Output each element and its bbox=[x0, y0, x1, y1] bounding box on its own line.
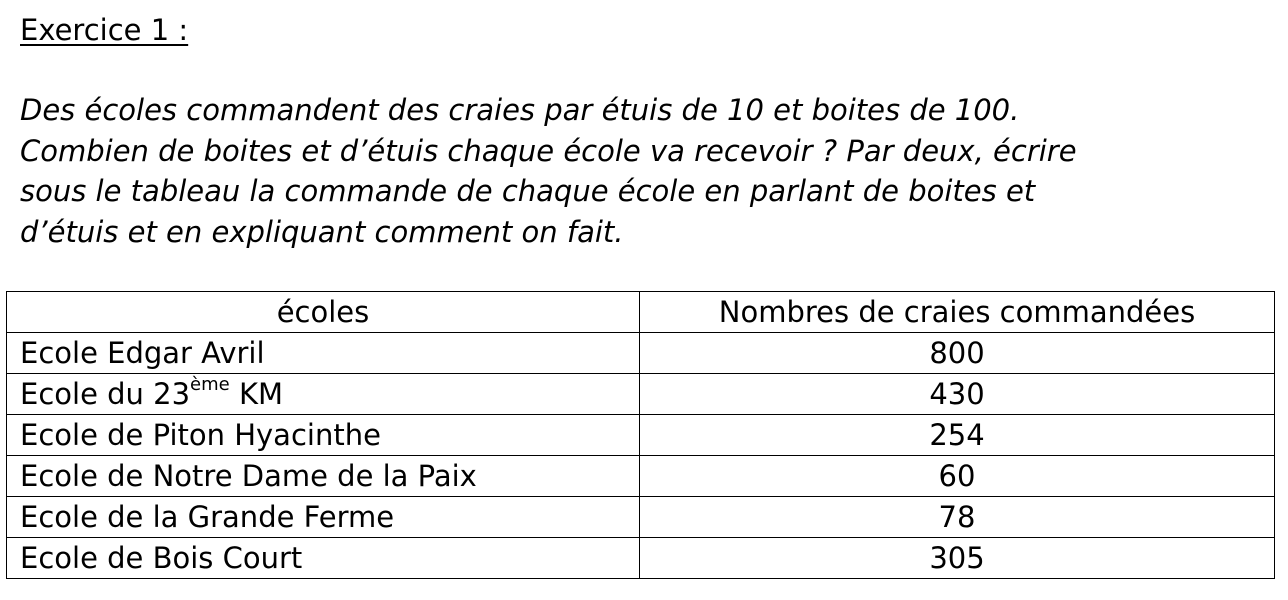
instruction-line: Combien de boites et d’étuis chaque école va recevoir ? Par deux, écrire bbox=[20, 133, 1077, 168]
chalk-count-cell: 305 bbox=[640, 538, 1275, 579]
chalk-count-cell: 254 bbox=[640, 415, 1275, 456]
school-name-cell: Ecole Edgar Avril bbox=[7, 333, 640, 374]
table-row bbox=[7, 333, 1275, 374]
chalk-orders-table bbox=[6, 291, 1275, 579]
column-header-chalk-count: Nombres de craies commandées bbox=[640, 292, 1275, 333]
table-header-row bbox=[7, 292, 1275, 333]
chalk-count-cell: 78 bbox=[640, 497, 1275, 538]
table-row bbox=[7, 456, 1275, 497]
table-row bbox=[7, 415, 1275, 456]
chalk-count-cell: 60 bbox=[640, 456, 1275, 497]
chalk-count-cell: 800 bbox=[640, 333, 1275, 374]
column-header-schools: écoles bbox=[7, 292, 640, 333]
school-name-cell: Ecole de la Grande Ferme bbox=[7, 497, 640, 538]
school-name-cell: Ecole de Piton Hyacinthe bbox=[7, 415, 640, 456]
table-row bbox=[7, 538, 1275, 579]
instruction-line: Des écoles commandent des craies par étuis de 10 et boites de 100. bbox=[20, 93, 1020, 127]
chalk-count-cell: 430 bbox=[640, 374, 1275, 415]
school-name-cell: Ecole de Notre Dame de la Paix bbox=[7, 456, 640, 497]
instruction-line: sous le tableau la commande de chaque école en parlant de boites et bbox=[20, 174, 1036, 208]
ordinal-superscript: ème bbox=[190, 374, 230, 395]
table-row bbox=[7, 374, 1275, 415]
exercise-title: Exercice 1 : bbox=[20, 13, 189, 47]
school-name-cell bbox=[7, 374, 640, 415]
school-name-suffix: KM bbox=[229, 377, 283, 411]
instruction-line: d’étuis et en expliquant comment on fait. bbox=[20, 214, 624, 249]
school-name-prefix: Ecole du 23 bbox=[20, 377, 191, 411]
table-row bbox=[7, 497, 1275, 538]
exercise-instructions bbox=[20, 90, 1275, 252]
school-name-cell: Ecole de Bois Court bbox=[7, 538, 640, 579]
